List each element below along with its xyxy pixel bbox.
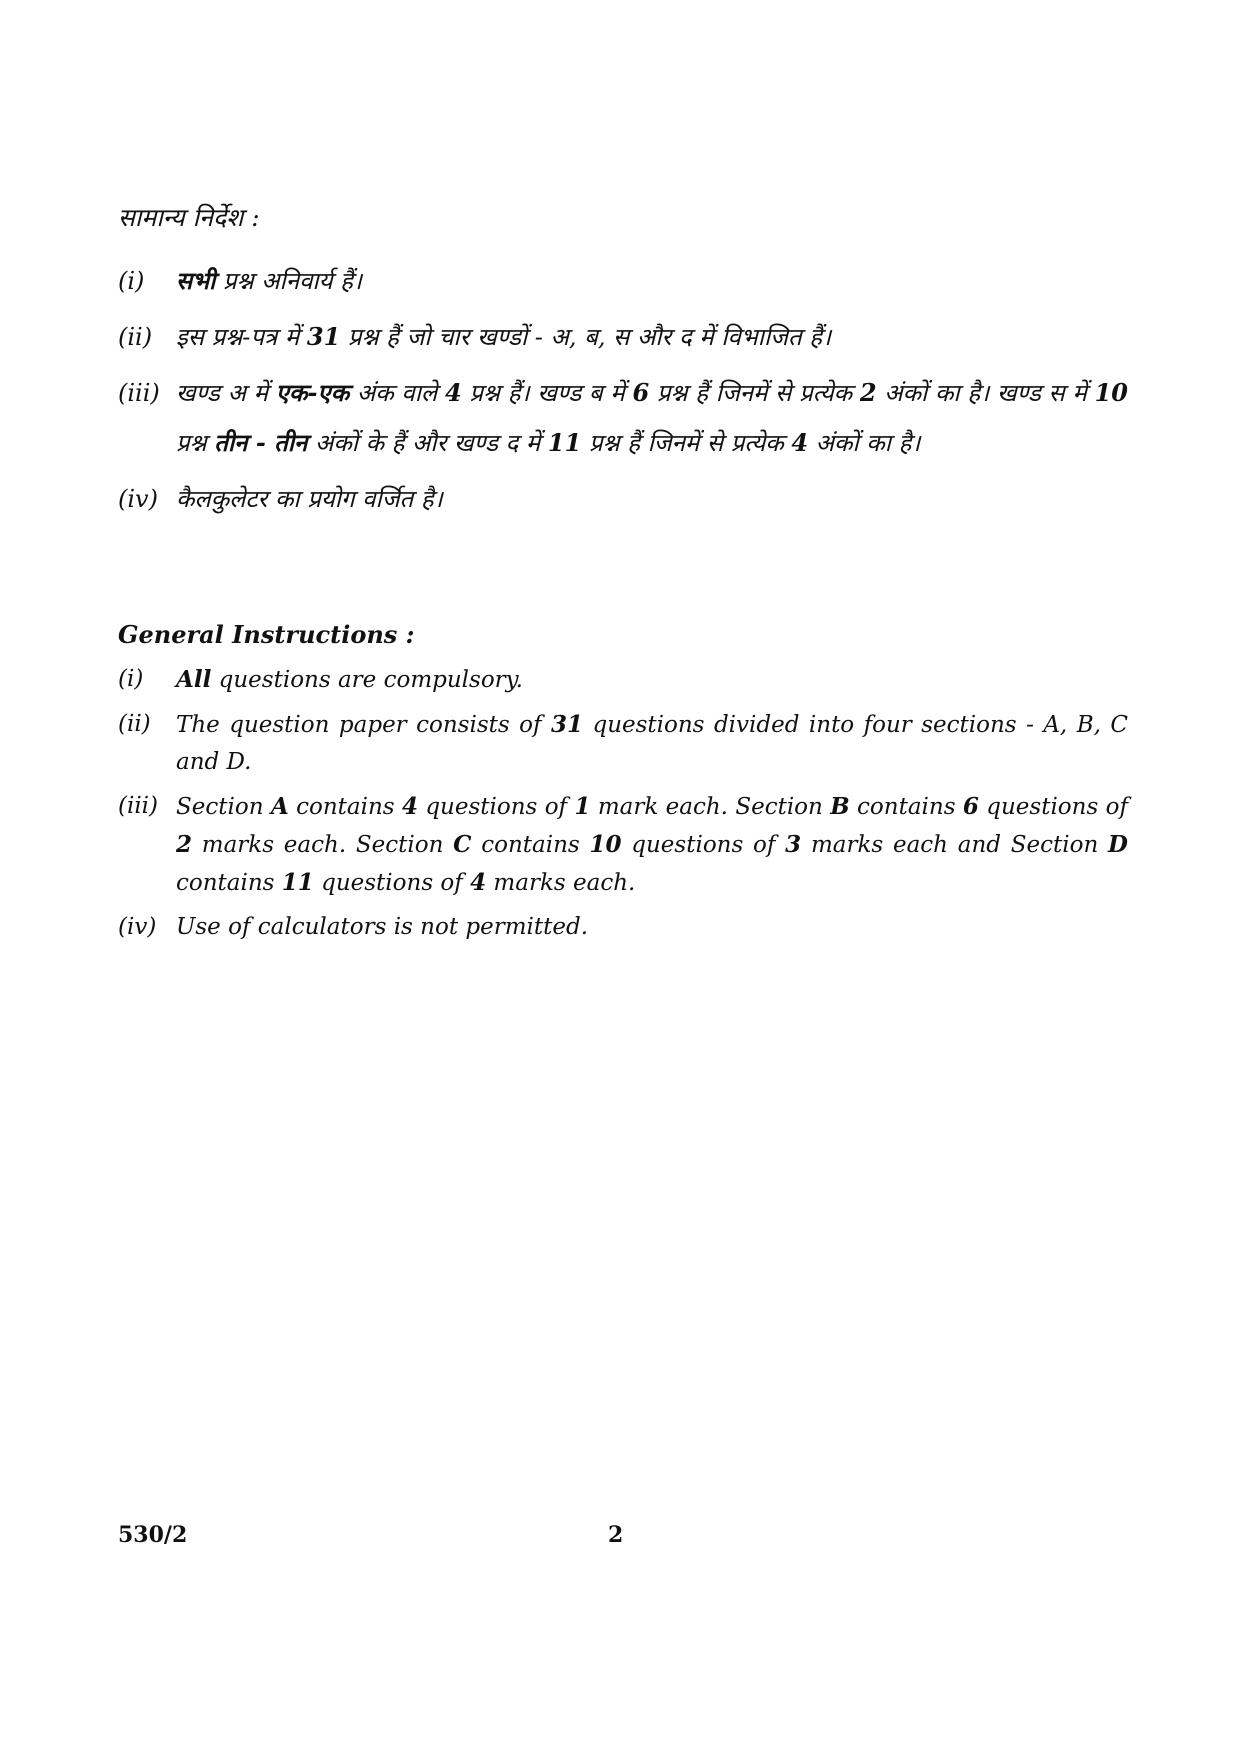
- item-text: [176, 909, 1128, 946]
- item-number: (iv): [118, 914, 157, 940]
- item-number: (iv): [118, 485, 158, 513]
- text-run: contains: [288, 794, 402, 820]
- hindi-instruction-list: [118, 256, 1128, 524]
- item-text: [176, 312, 1128, 362]
- emphasized-text: A: [270, 793, 289, 820]
- text-run: questions of: [313, 870, 471, 896]
- english-instruction-item: [118, 706, 1128, 781]
- emphasized-text: तीन - तीन: [214, 428, 308, 457]
- text-run: अंक वाले: [349, 379, 445, 407]
- text-run: Use of calculators is not permitted.: [176, 914, 589, 940]
- hindi-instructions: [118, 200, 1128, 530]
- item-text: [176, 256, 1128, 306]
- text-run: questions are compulsory.: [211, 667, 523, 693]
- text-run: contains: [176, 870, 282, 896]
- item-number: (i): [118, 267, 145, 295]
- english-instruction-item: [118, 909, 1128, 946]
- emphasized-text: 2: [176, 831, 193, 858]
- text-run: questions of: [621, 832, 786, 858]
- text-run: contains: [849, 794, 963, 820]
- item-text: [176, 788, 1128, 902]
- text-run: अंकों के हैं और खण्ड द में: [307, 429, 548, 457]
- emphasized-text: 10: [1094, 378, 1128, 407]
- text-run: marks each.: [486, 870, 636, 896]
- emphasized-text: 6: [962, 793, 979, 820]
- text-run: इस प्रश्न-पत्र में: [176, 323, 307, 351]
- emphasized-text: एक-एक: [275, 378, 350, 407]
- text-run: प्रश्न हैं जो चार खण्डों - अ, ब, स और द में विभाजित हैं।: [340, 323, 832, 351]
- emphasized-text: C: [453, 831, 472, 858]
- english-heading: General Instructions :: [118, 620, 415, 649]
- emphasized-text: 3: [785, 831, 802, 858]
- english-instruction-item: [118, 661, 1128, 699]
- emphasized-text: 2: [859, 378, 877, 407]
- hindi-heading: सामान्य निर्देश :: [118, 203, 260, 232]
- emphasized-text: 4: [444, 378, 462, 407]
- emphasized-text: 11: [547, 428, 582, 457]
- emphasized-text: All: [176, 666, 212, 693]
- text-run: marks each and Section: [801, 832, 1109, 858]
- item-number: (i): [118, 666, 144, 692]
- paper-code: 530/2: [118, 1522, 188, 1548]
- text-run: खण्ड अ में: [176, 379, 276, 407]
- emphasized-text: सभी: [176, 266, 216, 295]
- page-number: 2: [608, 1522, 624, 1548]
- text-run: contains: [471, 832, 590, 858]
- text-run: questions of: [417, 794, 575, 820]
- item-text: [176, 661, 1128, 699]
- hindi-instruction-item: [118, 368, 1128, 468]
- english-instruction-list: [118, 661, 1128, 946]
- text-run: कैलकुलेटर का प्रयोग वर्जित है।: [176, 485, 443, 513]
- text-run: अंकों का है। खण्ड स में: [876, 379, 1095, 407]
- emphasized-text: 6: [632, 378, 650, 407]
- item-text: [176, 706, 1128, 781]
- text-run: प्रश्न: [176, 429, 215, 457]
- text-run: Section: [176, 794, 271, 820]
- text-run: अंकों का है।: [808, 429, 921, 457]
- english-instruction-item: [118, 788, 1128, 902]
- text-run: प्रश्न अनिवार्य हैं।: [215, 267, 363, 295]
- emphasized-text: B: [830, 793, 850, 820]
- text-run: marks each. Section: [192, 832, 454, 858]
- emphasized-text: 1: [574, 793, 591, 820]
- emphasized-text: 11: [281, 869, 314, 896]
- item-number: (iii): [118, 793, 159, 819]
- item-text: [176, 368, 1128, 468]
- emphasized-text: D: [1108, 831, 1128, 858]
- emphasized-text: 31: [550, 711, 583, 738]
- text-run: mark each. Section: [590, 794, 831, 820]
- item-number: (ii): [118, 711, 151, 737]
- emphasized-text: 10: [589, 831, 622, 858]
- text-run: प्रश्न हैं जिनमें से प्रत्येक: [649, 379, 860, 407]
- hindi-instruction-item: [118, 256, 1128, 306]
- item-text: [176, 474, 1128, 524]
- hindi-instruction-item: [118, 312, 1128, 362]
- text-run: questions divided into four sections - A, B, C and D.: [176, 712, 1128, 775]
- text-run: questions of: [978, 794, 1128, 820]
- english-instructions: [118, 620, 1128, 953]
- text-run: The question paper consists of: [176, 712, 551, 738]
- text-run: प्रश्न हैं जिनमें से प्रत्येक: [581, 429, 792, 457]
- hindi-instruction-item: [118, 474, 1128, 524]
- emphasized-text: 4: [470, 869, 487, 896]
- text-run: प्रश्न हैं। खण्ड ब में: [461, 379, 633, 407]
- item-number: (ii): [118, 323, 153, 351]
- emphasized-text: 4: [401, 793, 418, 820]
- item-number: (iii): [118, 379, 160, 407]
- emphasized-text: 31: [306, 322, 341, 351]
- emphasized-text: 4: [791, 428, 809, 457]
